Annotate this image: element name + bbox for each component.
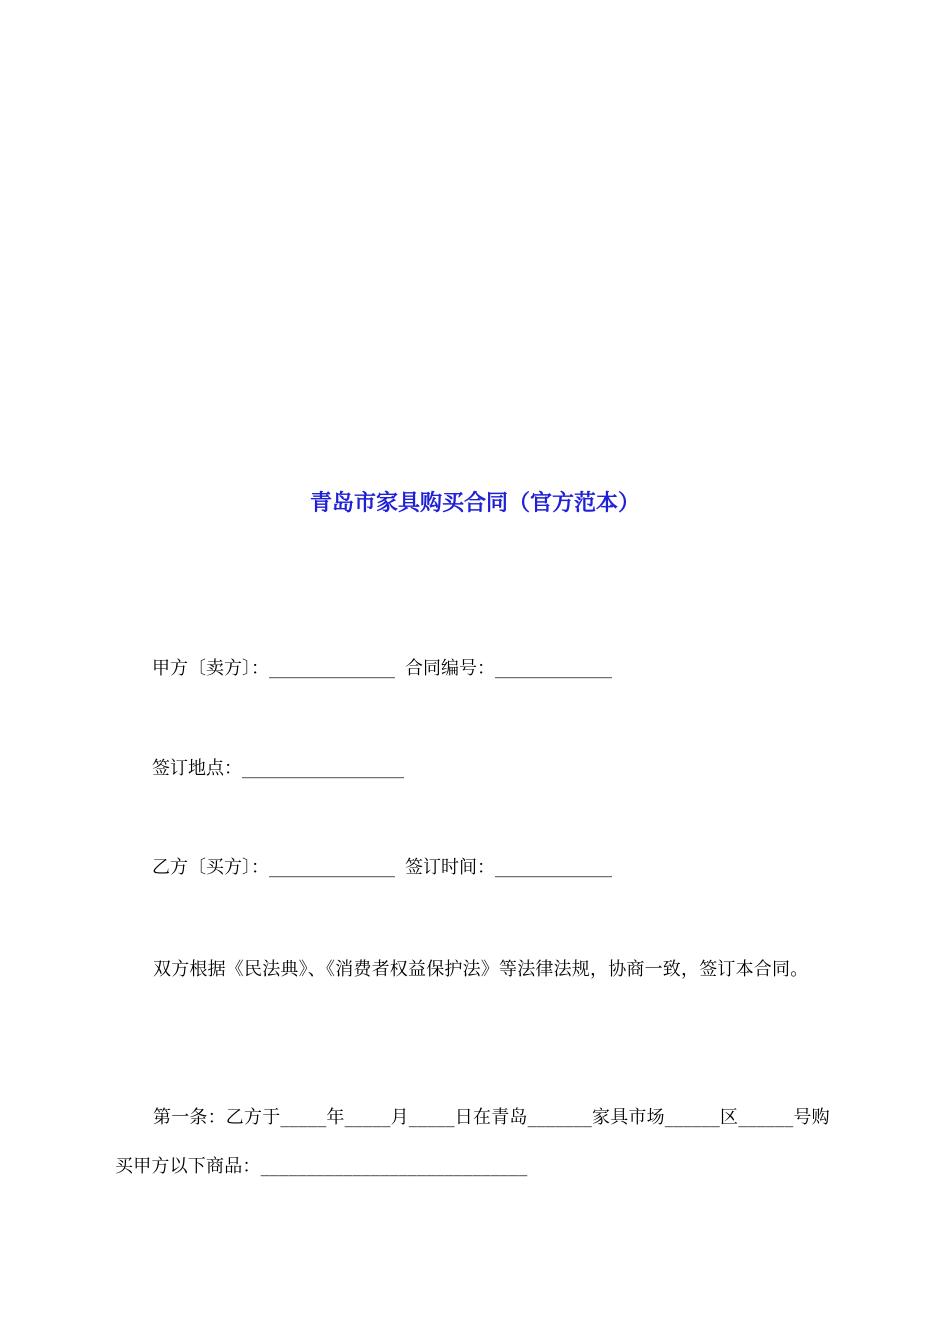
party-a-label: 甲方〔卖方〕：______________ — [152, 658, 395, 679]
signing-time-label: 签订时间：_____________ — [405, 857, 612, 878]
preamble-paragraph: 双方根据《民法典》、《消费者权益保护法》等法律法规，协商一致，签订本合同。 — [153, 959, 809, 980]
signing-place-label: 签订地点：__________________ — [152, 758, 404, 779]
contract-number-label: 合同编号：_____________ — [405, 658, 612, 679]
party-b-label: 乙方〔买方〕：______________ — [152, 857, 395, 878]
party-a-row — [152, 657, 612, 681]
signing-place-row — [152, 757, 404, 781]
article-1-paragraph: 第一条：乙方于_____年_____月_____日在青岛_______家具市场______区______号购买甲方以下商品：_____________________________ — [115, 1107, 830, 1177]
document-title: 青岛市家具购买合同（官方范本） — [309, 491, 640, 516]
party-b-row — [152, 856, 612, 880]
